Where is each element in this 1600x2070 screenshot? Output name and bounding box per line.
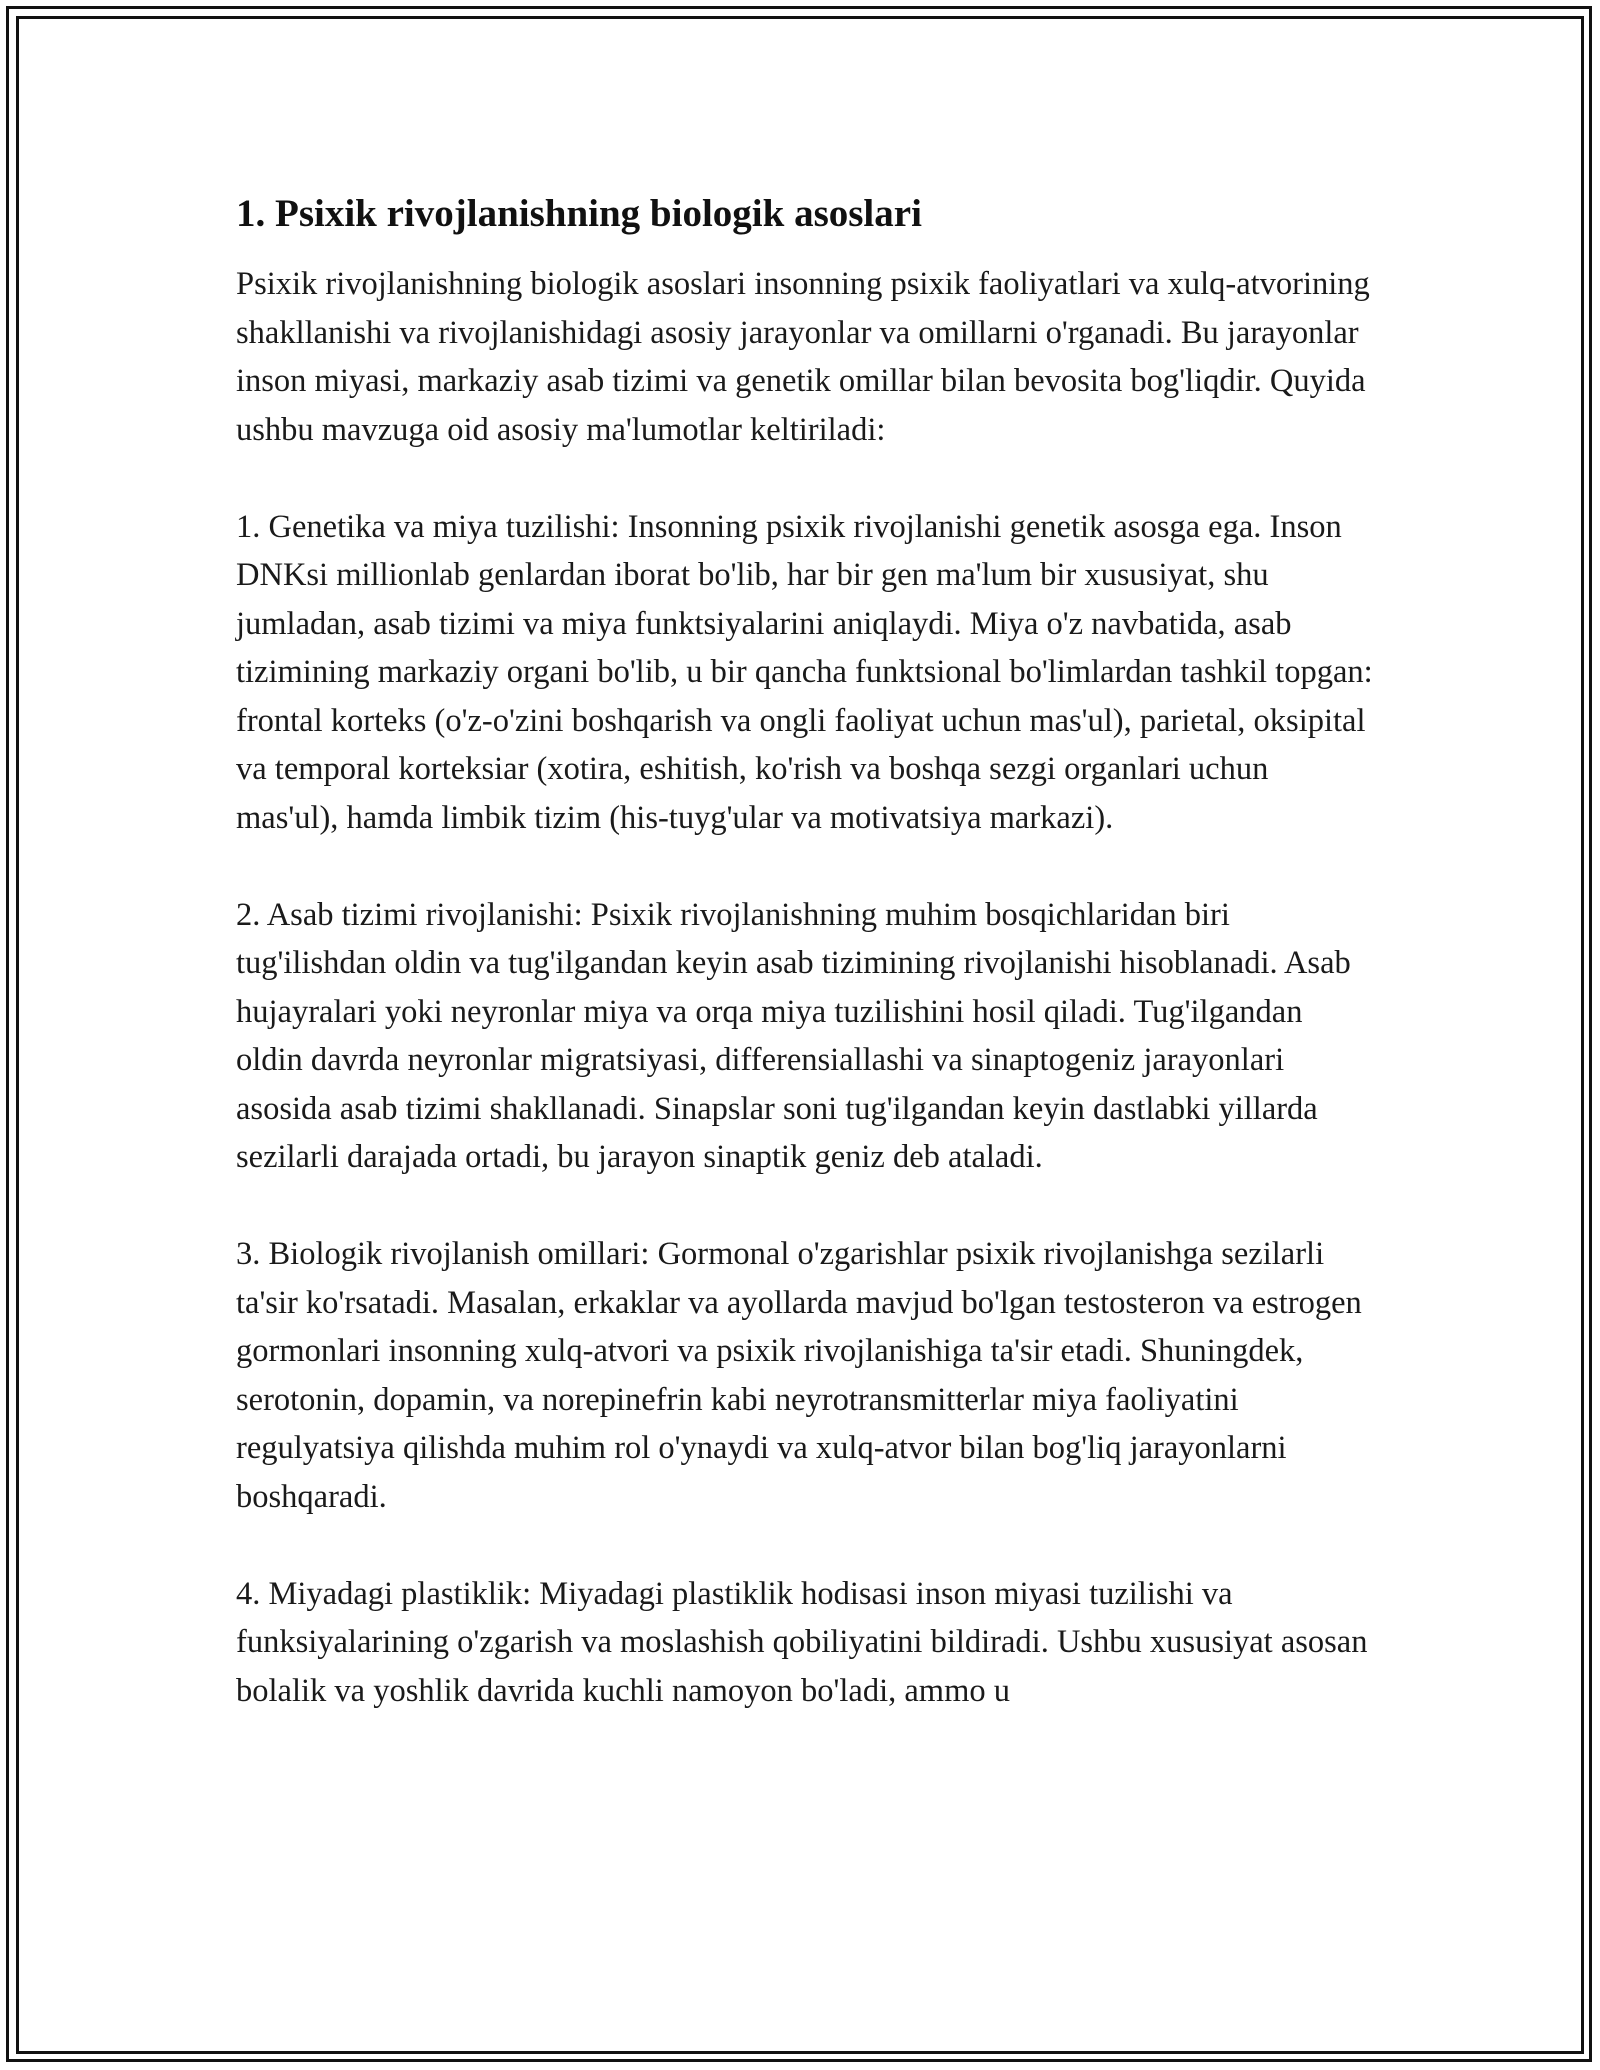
paragraph-biological-factors: 3. Biologik rivojlanish omillari: Gormonal o'zgarishlar psixik rivojlanishga sezilarli ta'sir ko'rsatadi. Masalan, erkaklar va ayollarda mavjud bo'lgan testosteron va estrogen gormonlari insonning xulq-atvori va psixik rivojlanishiga ta'sir etadi. Shuningdek, serotonin, dopamin, va norepinefrin kabi neyrotransmitterlar miya faoliyatini regulyatsiya qilishda muhim rol o'ynaydi va xulq-atvor bilan bog'liq jarayonlarni boshqaradi.: [236, 1236, 1362, 1515]
document-title: 1. Psixik rivojlanishning biologik asoslari: [236, 192, 922, 235]
paragraph-nervous-system: 2. Asab tizimi rivojlanishi: Psixik rivojlanishning muhim bosqichlaridan biri tug'ilishdan oldin va tug'ilgandan keyin asab tizimining rivojlanishi hisoblanadi. Asab hujayralari yoki neyronlar miya va orqa miya tuzilishini hosil qiladi. Tug'ilgandan oldin davrda neyronlar migratsiyasi, differensiallashi va sinaptogeniz jarayonlari asosida asab tizimi shakllanadi. Sinapslar soni tug'ilgandan keyin dastlabki yillarda sezilarli darajada ortadi, bu jarayon sinaptik geniz deb ataladi.: [236, 896, 1351, 1175]
intro-paragraph: Psixik rivojlanishning biologik asoslari insonning psixik faoliyatlari va xulq-atvorining shakllanishi va rivojlanishidagi asosiy jarayonlar va omillarni o'rganadi. Bu jarayonlar inson miyasi, markaziy asab tizimi va genetik omillar bilan bevosita bog'liqdir. Quyida ushbu mavzuga oid asosiy ma'lumotlar keltiriladi:: [236, 266, 1370, 448]
document-body: [236, 188, 1376, 1764]
paragraph-genetics: 1. Genetika va miya tuzilishi: Insonning psixik rivojlanishi genetik asosga ega. Inson DNKsi millionlab genlardan iborat bo'lib, har bir gen ma'lum bir xususiyat, shu jumladan, asab tizimi va miya funktsiyalarini aniqlaydi. Miya o'z navbatida, asab tizimining markaziy organi bo'lib, u bir qancha funktsional bo'limlardan tashkil topgan: frontal korteks (o'z-o'zini boshqarish va ongli faoliyat uchun mas'ul), parietal, oksipital va temporal korteksiar (xotira, eshitish, ko'rish va boshqa sezgi organlari uchun mas'ul), hamda limbik tizim (his-tuyg'ular va motivatsiya markazi).: [236, 508, 1373, 836]
paragraph-brain-plasticity: 4. Miyadagi plastiklik: Miyadagi plastiklik hodisasi inson miyasi tuzilishi va funksiyalarining o'zgarish va moslashish qobiliyatini bildiradi. Ushbu xususiyat asosan bolalik va yoshlik davrida kuchli namoyon bo'ladi, ammo u: [236, 1575, 1368, 1709]
